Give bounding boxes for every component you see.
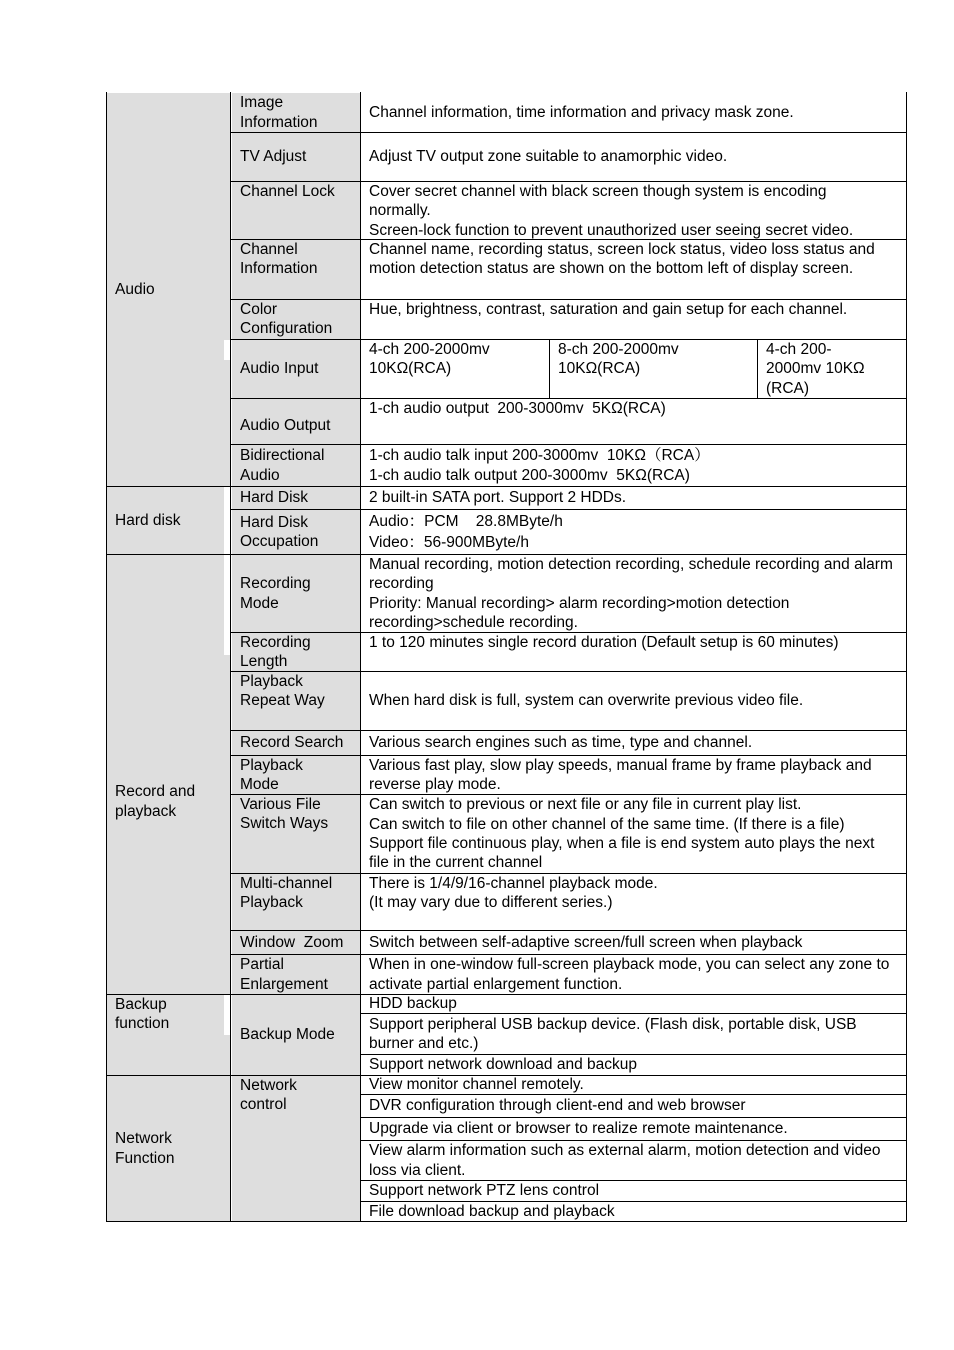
desc-network-1 [361, 1076, 906, 1094]
feature-label: Channel Information [240, 241, 318, 278]
grid-line [360, 1013, 907, 1014]
desc-playback-mode [361, 756, 906, 794]
grid-line [360, 1180, 907, 1181]
grid-line [230, 444, 907, 445]
feature-label: Channel Lock [240, 183, 335, 200]
desc-image-information [361, 93, 906, 132]
category-label: Backup function [115, 996, 170, 1033]
feature-label: Hard Disk [240, 489, 309, 507]
desc-backup-3 [361, 1055, 906, 1075]
desc-partial-enlargement [361, 955, 906, 994]
desc-text: Video：56-900MByte/h [369, 534, 529, 551]
grid-line [230, 299, 907, 300]
category-label: Audio [115, 280, 155, 298]
feature-hard-disk [232, 487, 360, 509]
desc-network-2 [361, 1095, 906, 1117]
desc-text: Can switch to previous or next file or any file in current play list. [369, 796, 802, 814]
grid-line [360, 1201, 907, 1202]
grid-line [230, 730, 907, 731]
grid-line [230, 181, 907, 182]
grid-line [106, 1221, 907, 1222]
desc-channel-lock [361, 182, 906, 239]
feature-channel-lock [232, 182, 360, 239]
category-network [107, 1076, 230, 1221]
desc-text: 2 built-in SATA port. Support 2 HDDs. [369, 489, 627, 507]
feature-label: Audio Output [240, 416, 331, 434]
grid-line [230, 873, 907, 874]
desc-network-3 [361, 1118, 906, 1140]
feature-label: Color Configuration [240, 301, 333, 338]
desc-recording-mode [361, 555, 906, 632]
desc-text: Adjust TV output zone suitable to anamorphic video. [369, 148, 728, 166]
feature-label: Window Zoom [240, 933, 344, 951]
desc-text: Hue, brightness, contrast, saturation and gain setup for each channel. [369, 301, 848, 318]
desc-hard-disk [361, 487, 906, 509]
desc-text: Switch between self-adaptive screen/full screen when playback [369, 933, 803, 951]
feature-audio-output [232, 399, 360, 444]
grid-line [230, 339, 907, 340]
grid-line [230, 930, 907, 931]
feature-multichannel-playback [232, 874, 360, 930]
desc-text: 1 to 120 minutes single record duration (Default setup is 60 minutes) [369, 634, 839, 651]
feature-playback-repeat-way [232, 672, 360, 730]
desc-text: Manual recording, motion detection recording, schedule recording and alarm recording [369, 555, 893, 593]
desc-audio-input-b [550, 340, 757, 398]
grid-line [230, 132, 907, 133]
desc-text: Upgrade via client or browser to realize remote maintenance. [369, 1120, 788, 1138]
desc-multichannel-playback [361, 874, 906, 930]
feature-channel-information [232, 240, 360, 299]
grid-line [757, 340, 758, 399]
feature-label: Playback Mode [240, 756, 303, 793]
grid-line [906, 92, 907, 1222]
feature-label: Bidirectional Audio [240, 447, 325, 484]
desc-tv-adjust [361, 133, 906, 181]
grid-line [230, 755, 907, 756]
feature-backup-mode [232, 995, 360, 1075]
desc-text: 4-ch 200-2000mv 10KΩ (RCA) [766, 341, 865, 397]
feature-image-information [232, 93, 360, 132]
feature-label: Backup Mode [240, 1026, 335, 1044]
desc-text: 4-ch 200-2000mv 10KΩ(RCA) [369, 341, 490, 378]
desc-record-search [361, 731, 906, 755]
grid-line [360, 1054, 907, 1055]
desc-network-4 [361, 1141, 906, 1180]
feature-color-configuration [232, 300, 360, 339]
feature-various-file-switch-ways [232, 795, 360, 873]
grid-line [230, 239, 907, 240]
desc-text: 1-ch audio talk output 200-3000mv 5KΩ(RCA) [369, 466, 690, 484]
feature-label: Various File Switch Ways [240, 796, 329, 833]
feature-network-control [232, 1076, 360, 1221]
desc-playback-repeat-way [361, 672, 906, 730]
grid-line [106, 486, 907, 487]
feature-playback-mode [232, 756, 360, 794]
grid-line [106, 92, 107, 1222]
category-hard-disk [107, 487, 230, 554]
feature-recording-length [232, 633, 360, 671]
desc-text: There is 1/4/9/16-channel playback mode. [369, 875, 658, 892]
desc-text: Can switch to file on other channel of the same time. (If there is a file) [369, 815, 845, 833]
desc-text: Support peripheral USB backup device. (Flash disk, portable disk, USB burner and etc.) [369, 1015, 857, 1052]
desc-window-zoom [361, 931, 906, 954]
feature-bidirectional-audio [232, 445, 360, 486]
desc-audio-input-c [758, 340, 906, 398]
feature-label: Image Information [240, 94, 318, 131]
grid-line [230, 92, 231, 1222]
desc-text: 1-ch audio output 200-3000mv 5KΩ(RCA) [369, 400, 666, 417]
feature-label: Record Search [240, 734, 344, 752]
desc-text: File download backup and playback [369, 1202, 615, 1220]
desc-text: Support file continuous play, when a file is end system auto plays the next file in the current channel [369, 835, 875, 872]
category-label: Hard disk [115, 511, 181, 529]
desc-channel-information [361, 240, 906, 299]
desc-text: HDD backup [369, 995, 457, 1013]
desc-network-5 [361, 1181, 906, 1201]
category-record-playback [107, 555, 230, 994]
desc-backup-1 [361, 995, 906, 1013]
desc-text: Various fast play, slow play speeds, manual frame by frame playback and reverse play mode. [369, 756, 872, 793]
desc-backup-2 [361, 1014, 906, 1054]
grid-line [549, 340, 550, 399]
grid-line [230, 671, 907, 672]
desc-text: When in one-window full-screen playback mode, you can select any zone to activate partial enlargement function. [369, 956, 890, 993]
category-label: Record and playback [115, 783, 196, 820]
desc-text: Priority: Manual recording> alarm recording>motion detection recording>schedule recording. [369, 594, 790, 631]
desc-audio-output [361, 399, 906, 444]
feature-label: Partial Enlargement [240, 956, 328, 993]
feature-recording-mode [232, 555, 360, 632]
feature-label: Hard Disk Occupation [240, 513, 319, 550]
desc-audio-input-a [361, 340, 549, 398]
desc-text: When hard disk is full, system can overwrite previous video file. [369, 692, 804, 710]
feature-label: Recording Length [240, 633, 311, 670]
desc-text: 1-ch audio talk input 200-3000mv 10KΩ（RCA） [369, 446, 710, 464]
feature-hard-disk-occupation [232, 510, 360, 554]
feature-label: Recording Mode [240, 575, 311, 612]
desc-text: Various search engines such as time, type and channel. [369, 734, 753, 752]
desc-various-file-switch-ways [361, 795, 906, 873]
feature-label: Audio Input [240, 360, 319, 378]
grid-line [230, 509, 907, 510]
grid-line [360, 1117, 907, 1118]
grid-line [230, 632, 907, 633]
desc-text: Support network download and backup [369, 1056, 637, 1074]
grid-line [360, 1094, 907, 1095]
desc-text: Cover secret channel with black screen though system is encoding normally. [369, 183, 827, 220]
category-backup [107, 995, 230, 1075]
grid-line [360, 1140, 907, 1141]
desc-text: Audio：PCM 28.8MByte/h [369, 513, 563, 530]
category-audio [107, 93, 230, 486]
feature-tv-adjust [232, 133, 360, 181]
desc-recording-length [361, 633, 906, 671]
grid-line [106, 1075, 907, 1076]
desc-color-configuration [361, 300, 906, 339]
grid-line [106, 994, 907, 995]
desc-text: View monitor channel remotely. [369, 1076, 584, 1094]
feature-audio-input [232, 340, 360, 398]
feature-label: TV Adjust [240, 148, 307, 166]
feature-window-zoom [232, 931, 360, 954]
feature-partial-enlargement [232, 955, 360, 994]
feature-label: Multi-channel Playback [240, 875, 333, 912]
desc-text: DVR configuration through client-end and web browser [369, 1097, 746, 1115]
desc-text: (It may vary due to different series.) [369, 894, 613, 912]
desc-text: Channel name, recording status, screen lock status, video loss status and motion detection status are shown on the bottom left of display screen. [369, 241, 875, 278]
desc-text: 8-ch 200-2000mv 10KΩ(RCA) [558, 341, 679, 378]
desc-hard-disk-occupation [361, 510, 906, 554]
category-label: Network Function [115, 1130, 175, 1167]
grid-line [230, 794, 907, 795]
desc-bidirectional-audio [361, 445, 906, 486]
desc-network-6 [361, 1202, 906, 1221]
grid-line [230, 398, 907, 399]
desc-text: Support network PTZ lens control [369, 1182, 600, 1200]
grid-line [230, 954, 907, 955]
feature-label: Network control [240, 1077, 297, 1114]
desc-text: Channel information, time information and privacy mask zone. [369, 103, 794, 121]
desc-text: View alarm information such as external alarm, motion detection and video loss via client. [369, 1142, 881, 1179]
grid-line [360, 92, 361, 1222]
desc-text: Screen-lock function to prevent unauthorized user seeing secret video. [369, 221, 854, 239]
feature-record-search [232, 731, 360, 755]
grid-line [106, 554, 907, 555]
feature-label: Playback Repeat Way [240, 673, 325, 710]
